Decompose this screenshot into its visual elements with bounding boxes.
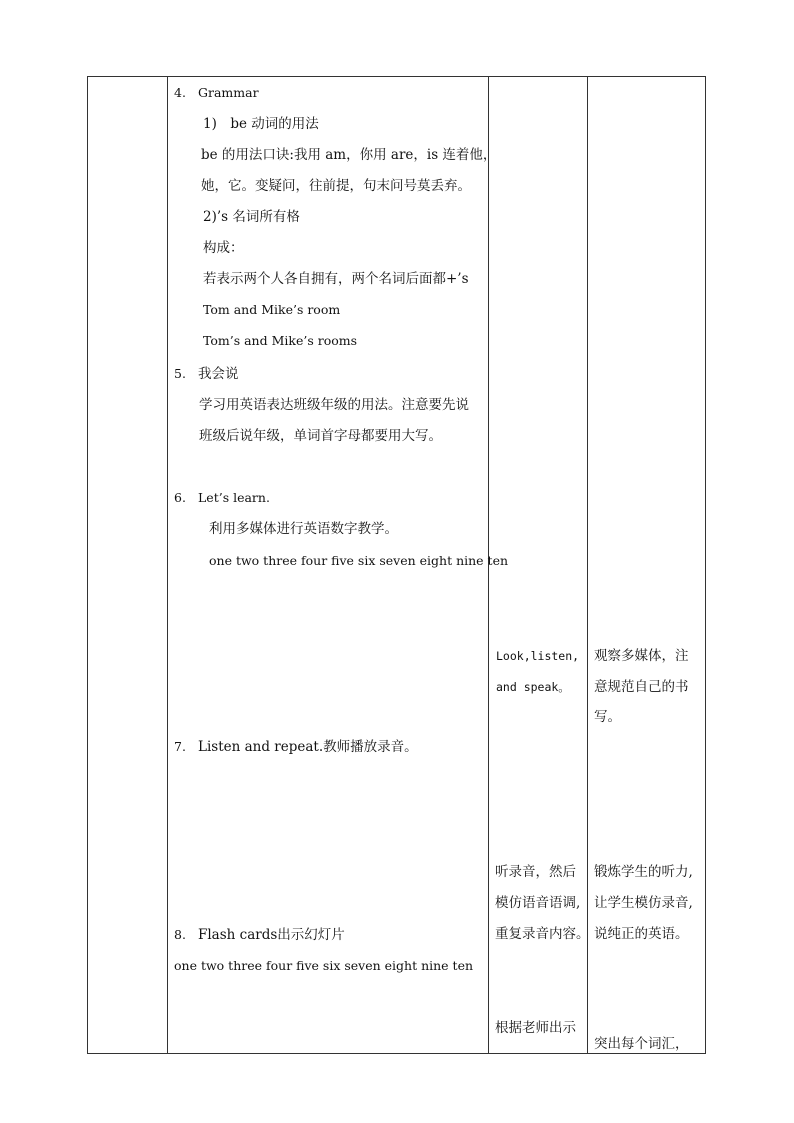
procedure-heading: Let’s learn. (198, 490, 270, 505)
activity-line: 重复录音内容。 (495, 926, 590, 942)
procedure-line: 学习用英语表达班级年级的用法。注意要先说 (199, 397, 469, 413)
activity-line: and speak。 (496, 680, 570, 694)
activity-line: 听录音，然后 (495, 864, 576, 880)
intent-line: 让学生模仿录音, (594, 895, 693, 911)
procedure-line: 若表示两个人各自拥有，两个名词后面都+’s (203, 271, 469, 287)
example-phrase: Tom and Mike’s room (203, 302, 341, 317)
activity-line: 模仿语音语调, (495, 895, 581, 911)
activity-line: 根据老师出示 (495, 1020, 576, 1036)
item-number: 5. (174, 366, 186, 381)
intent-line: 观察多媒体，注 (594, 648, 689, 664)
number-words: one two three four five six seven eight nine ten (209, 553, 509, 568)
procedure-line: 利用多媒体进行英语数字教学。 (209, 521, 398, 537)
column-divider (587, 77, 588, 1053)
item-number: 8. (174, 927, 186, 942)
procedure-heading: Listen and repeat.教师播放录音。 (198, 739, 418, 755)
intent-line: 意规范自己的书 (594, 679, 689, 695)
item-number: 7. (174, 739, 186, 754)
item-number: 6. (174, 490, 186, 505)
intent-line: 写。 (594, 709, 621, 725)
intent-line: 突出每个词汇， (594, 1036, 689, 1052)
procedure-line: 她，它。变疑问，往前提，句末问号莫丢弃。 (201, 178, 471, 194)
procedure-line: 班级后说年级，单词首字母都要用大写。 (199, 428, 442, 444)
procedure-line: 构成： (203, 240, 244, 256)
grammar-heading: Grammar (198, 85, 259, 100)
activity-line: Look,listen, (496, 649, 580, 663)
intent-line: 锻炼学生的听力, (594, 864, 693, 880)
procedure-line: 2)’s 名词所有格 (203, 209, 300, 225)
example-phrase: Tom’s and Mike’s rooms (203, 333, 358, 348)
procedure-heading: 我会说 (198, 366, 239, 382)
number-words: one two three four five six seven eight nine ten (174, 958, 474, 973)
procedure-line: be 的用法口诀:我用 am，你用 are，is 连着他， (201, 147, 497, 163)
item-number: 4. (174, 85, 186, 100)
intent-line: 说纯正的英语。 (594, 926, 689, 942)
column-divider (167, 77, 168, 1053)
procedure-heading: Flash cards出示幻灯片 (198, 927, 345, 943)
procedure-line: 1) be 动词的用法 (203, 116, 319, 132)
